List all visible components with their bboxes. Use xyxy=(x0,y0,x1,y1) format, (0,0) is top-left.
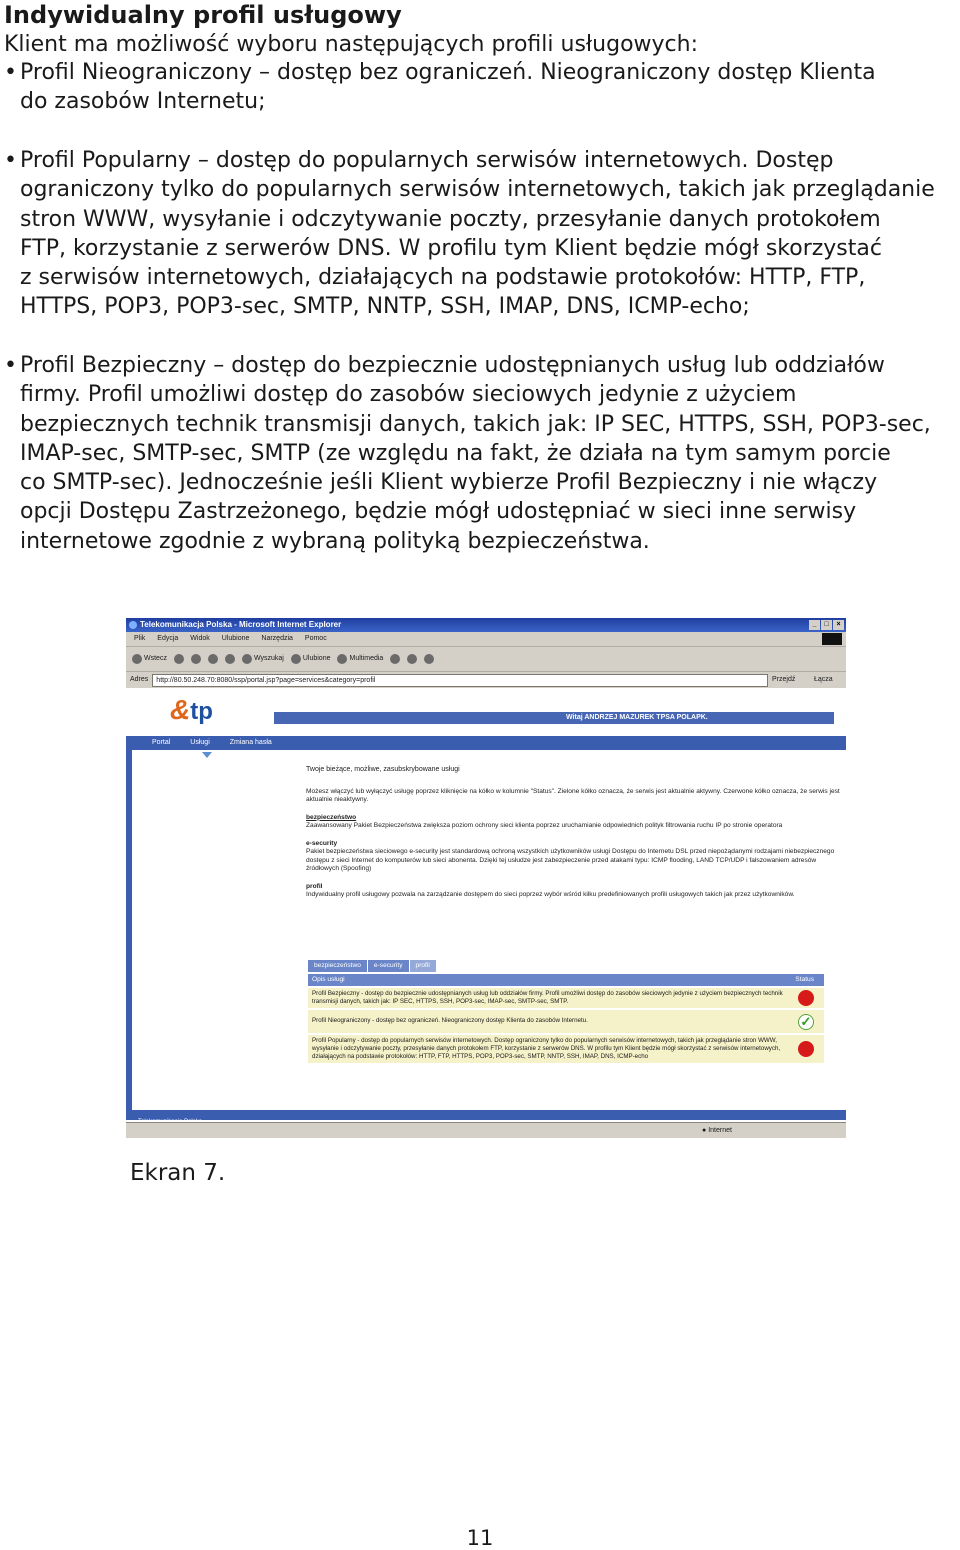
address-bar xyxy=(126,672,846,689)
bullet-dot: • xyxy=(4,148,17,173)
bullet-dot: • xyxy=(4,353,17,378)
nav-portal[interactable]: Portal xyxy=(152,739,171,746)
print-icon[interactable] xyxy=(424,654,434,664)
service-section xyxy=(306,814,840,831)
back-arrow-icon xyxy=(132,654,142,664)
bullet-line: IMAP-sec, SMTP-sec, SMTP (ze względu na fakt, że działa na tym samym porcie xyxy=(20,440,891,466)
profile-description: Profil Bezpieczny - dostęp do bezpiecznie udostępnianych usług lub oddziałów firmy. Profil umożliwi dostęp do zasobów sieciowych jedynie z użyciem bezpiecznych technik transmisji danych, takich jak: IP SEC, HTTPS, SSH, POP3-sec, IMAP-sec, SMTP-sec, SMTP. xyxy=(312,990,783,1006)
tab-security[interactable]: bezpieczeństwo xyxy=(308,960,367,972)
tab-profile[interactable]: profil xyxy=(410,960,436,972)
service-description: Indywidualny profil usługowy pozwala na zarządzanie dostępem do sieci poprzez wybór wśród kilku predefiniowanych profili usługowych takich jak przez użytkowników. xyxy=(306,891,795,898)
services-content xyxy=(306,766,840,909)
service-heading: profil xyxy=(306,882,323,890)
nav-change-password[interactable]: Zmiana hasła xyxy=(229,739,272,746)
status-inactive-icon[interactable] xyxy=(798,1041,814,1057)
home-icon[interactable] xyxy=(225,654,235,664)
service-description: Zaawansowany Pakiet Bezpieczeństwa zwiększa poziom ochrony sieci klienta poprzez uruchamianie odpowiednich polityk filtrowania ruchu IP po stronie operatora xyxy=(306,822,783,829)
services-lead: Twoje bieżące, możliwe, zasubskrybowane usługi xyxy=(306,766,460,773)
bullet-line: z serwisów internetowych, działających na podstawie protokołów: HTTP, FTP, xyxy=(20,265,866,291)
zone-internet: ● Internet xyxy=(702,1127,732,1134)
table-header xyxy=(308,974,824,986)
bullet-dot: • xyxy=(4,60,17,85)
document-intro: Klient ma możliwość wyboru następujących profili usługowych: xyxy=(4,32,698,57)
service-description: Pakiet bezpieczeństwa sieciowego e-security jest standardową ochroną wszystkich użytkowników usługi Dostępu do Internetu DSL przed niepożądanymi rodzajami niebezpiecznego dostępu z sieci Internet do komputerów lub sieci abonenta. Dzięki tej usłudze jest zabezpieczenie przed atakami typu: ICMP flooding, LAND TCP/UDP i fałszowaniem adresów źródłowych (Spoofing) xyxy=(306,848,835,872)
ie-icon xyxy=(129,621,137,629)
go-button[interactable]: Przejdź xyxy=(772,676,796,683)
table-row xyxy=(308,986,824,1008)
bullet-line: ograniczony tylko do popularnych serwisów internetowych, takich jak przeglądanie xyxy=(20,177,935,203)
address-label: Adres xyxy=(130,676,149,683)
service-heading[interactable]: bezpieczeństwo xyxy=(306,813,357,821)
bullet-line: Profil Popularny – dostęp do popularnych serwisów internetowych. Dostęp xyxy=(20,148,834,173)
links-button[interactable]: Łącza xyxy=(814,676,833,683)
search-button[interactable]: Wyszukaj xyxy=(242,647,284,671)
service-heading: e-security xyxy=(306,839,338,847)
browser-title-bar xyxy=(126,618,846,632)
service-tabs xyxy=(308,960,436,972)
mail-icon[interactable] xyxy=(407,654,417,664)
nav-active-marker-icon xyxy=(202,752,212,758)
browser-screenshot xyxy=(126,618,846,1138)
window-title: Telekomunikacja Polska - Microsoft Internet Explorer xyxy=(140,620,342,629)
tab-e-security[interactable]: e-security xyxy=(368,960,409,972)
bullet-line: FTP, korzystanie z serwerów DNS. W profilu tym Klient będzie mógł skorzystać xyxy=(20,235,882,261)
bullet-line: internetowe zgodnie z wybraną polityką bezpieczeństwa. xyxy=(20,528,650,554)
menu-file[interactable]: Plik xyxy=(134,635,146,642)
bullet-line: HTTPS, POP3, POP3-sec, SMTP, NNTP, SSH, IMAP, DNS, ICMP-echo; xyxy=(20,294,750,320)
services-info: Możesz włączyć lub wyłączyć usługę poprzez kliknięcie na kółko w kolumnie "Status". Zielone kółko oznacza, że serwis jest aktualnie aktywny. Czerwone kółko oznacza, że serwis jest aktualnie nieaktywny. xyxy=(306,787,840,803)
back-button[interactable]: Wstecz xyxy=(132,647,167,671)
bullet-line: do zasobów Internetu; xyxy=(20,89,266,115)
welcome-text: Witaj ANDRZEJ MAZUREK TPSA POLAPK. xyxy=(566,714,708,721)
profile-description: Profil Popularny - dostęp do popularnych serwisów internetowych. Dostęp ograniczony tylko do popularnych serwisów internetowych, takich jak przeglądanie stron WWW, wysyłanie i odczytywanie poczty, przesyłanie danych protokołem FTP, korzystanie z serwerów DNS. W profilu tym Klient będzie mógł skorzystać z serwisów internetowych, działających na podstawie protokołów: HTTP, FTP, HTTPS, POP3, POP3-sec, SMTP, NNTP, SSH, IMAP, DNS, ICMP-echo xyxy=(312,1036,781,1061)
refresh-icon[interactable] xyxy=(208,654,218,664)
status-inactive-icon[interactable] xyxy=(798,990,814,1006)
bullet-line: bezpiecznych technik transmisji danych, takich jak: IP SEC, HTTPS, SSH, POP3-sec, xyxy=(20,411,931,437)
star-icon xyxy=(291,654,301,664)
service-section xyxy=(306,883,840,900)
nav-services[interactable]: Usługi xyxy=(190,739,210,746)
col-status: Status xyxy=(795,976,814,983)
bullet-line: Profil Nieograniczony – dostęp bez ograniczeń. Nieograniczony dostęp Klienta xyxy=(20,60,876,85)
welcome-bar xyxy=(274,712,834,724)
menu-edit[interactable]: Edycja xyxy=(157,635,179,642)
page-number: 11 xyxy=(466,1526,494,1550)
windows-logo-icon xyxy=(822,633,842,645)
browser-status-bar xyxy=(126,1122,846,1138)
favorites-button[interactable]: Ulubione xyxy=(291,647,331,671)
table-row xyxy=(308,1033,824,1064)
portal-nav xyxy=(126,736,846,750)
browser-menu-bar xyxy=(126,632,846,647)
minimize-icon[interactable]: _ xyxy=(809,620,820,630)
portal-footer xyxy=(126,1110,846,1120)
stop-icon[interactable] xyxy=(191,654,201,664)
status-active-check-icon[interactable]: ✓ xyxy=(798,1014,814,1030)
menu-view[interactable]: Widok xyxy=(190,635,210,642)
menu-tools[interactable]: Narzędzia xyxy=(261,635,293,642)
window-controls xyxy=(809,620,844,630)
media-button[interactable]: Multimedia xyxy=(337,647,383,671)
bullet-line: Profil Bezpieczny – dostęp do bezpiecznie udostępnianych usług lub oddziałów xyxy=(20,353,885,378)
forward-icon[interactable] xyxy=(174,654,184,664)
media-icon xyxy=(337,654,347,664)
menu-help[interactable]: Pomoc xyxy=(304,635,327,642)
history-icon[interactable] xyxy=(390,654,400,664)
figure-caption: Ekran 7. xyxy=(130,1160,226,1186)
bullet-line: stron WWW, wysyłanie i odczytywanie poczty, przesyłanie danych protokołem xyxy=(20,206,881,232)
col-description: Opis usługi xyxy=(312,976,345,983)
browser-toolbar xyxy=(126,647,846,672)
close-icon[interactable]: × xyxy=(833,620,844,630)
menu-favorites[interactable]: Ulubione xyxy=(221,635,250,642)
bullet-line: co SMTP-sec). Jednocześnie jeśli Klient wybierze Profil Bezpieczny i nie włączy xyxy=(20,470,878,496)
profile-table xyxy=(308,974,824,1063)
search-icon xyxy=(242,654,252,664)
tp-logo[interactable]: &tp xyxy=(170,694,213,725)
tp-header xyxy=(126,688,846,736)
bullet-line: opcji Dostępu Zastrzeżonego, będzie mógł udostępniać w sieci inne serwisy xyxy=(20,499,857,525)
side-stripe xyxy=(126,750,132,1110)
service-section xyxy=(306,840,840,874)
maximize-icon[interactable]: □ xyxy=(821,620,832,630)
address-input[interactable]: http://80.50.248.70:8080/ssp/portal.jsp?page=services&category=profil xyxy=(152,674,768,687)
document-title: Indywidualny profil usługowy xyxy=(4,1,402,29)
profile-description: Profil Nieograniczony - dostęp bez ograniczeń. Nieograniczony dostęp Klienta do zasobów Internetu. xyxy=(312,1017,588,1025)
table-row xyxy=(308,1008,824,1032)
bullet-line: firmy. Profil umożliwi dostęp do zasobów sieciowych jedynie z użyciem xyxy=(20,382,797,408)
